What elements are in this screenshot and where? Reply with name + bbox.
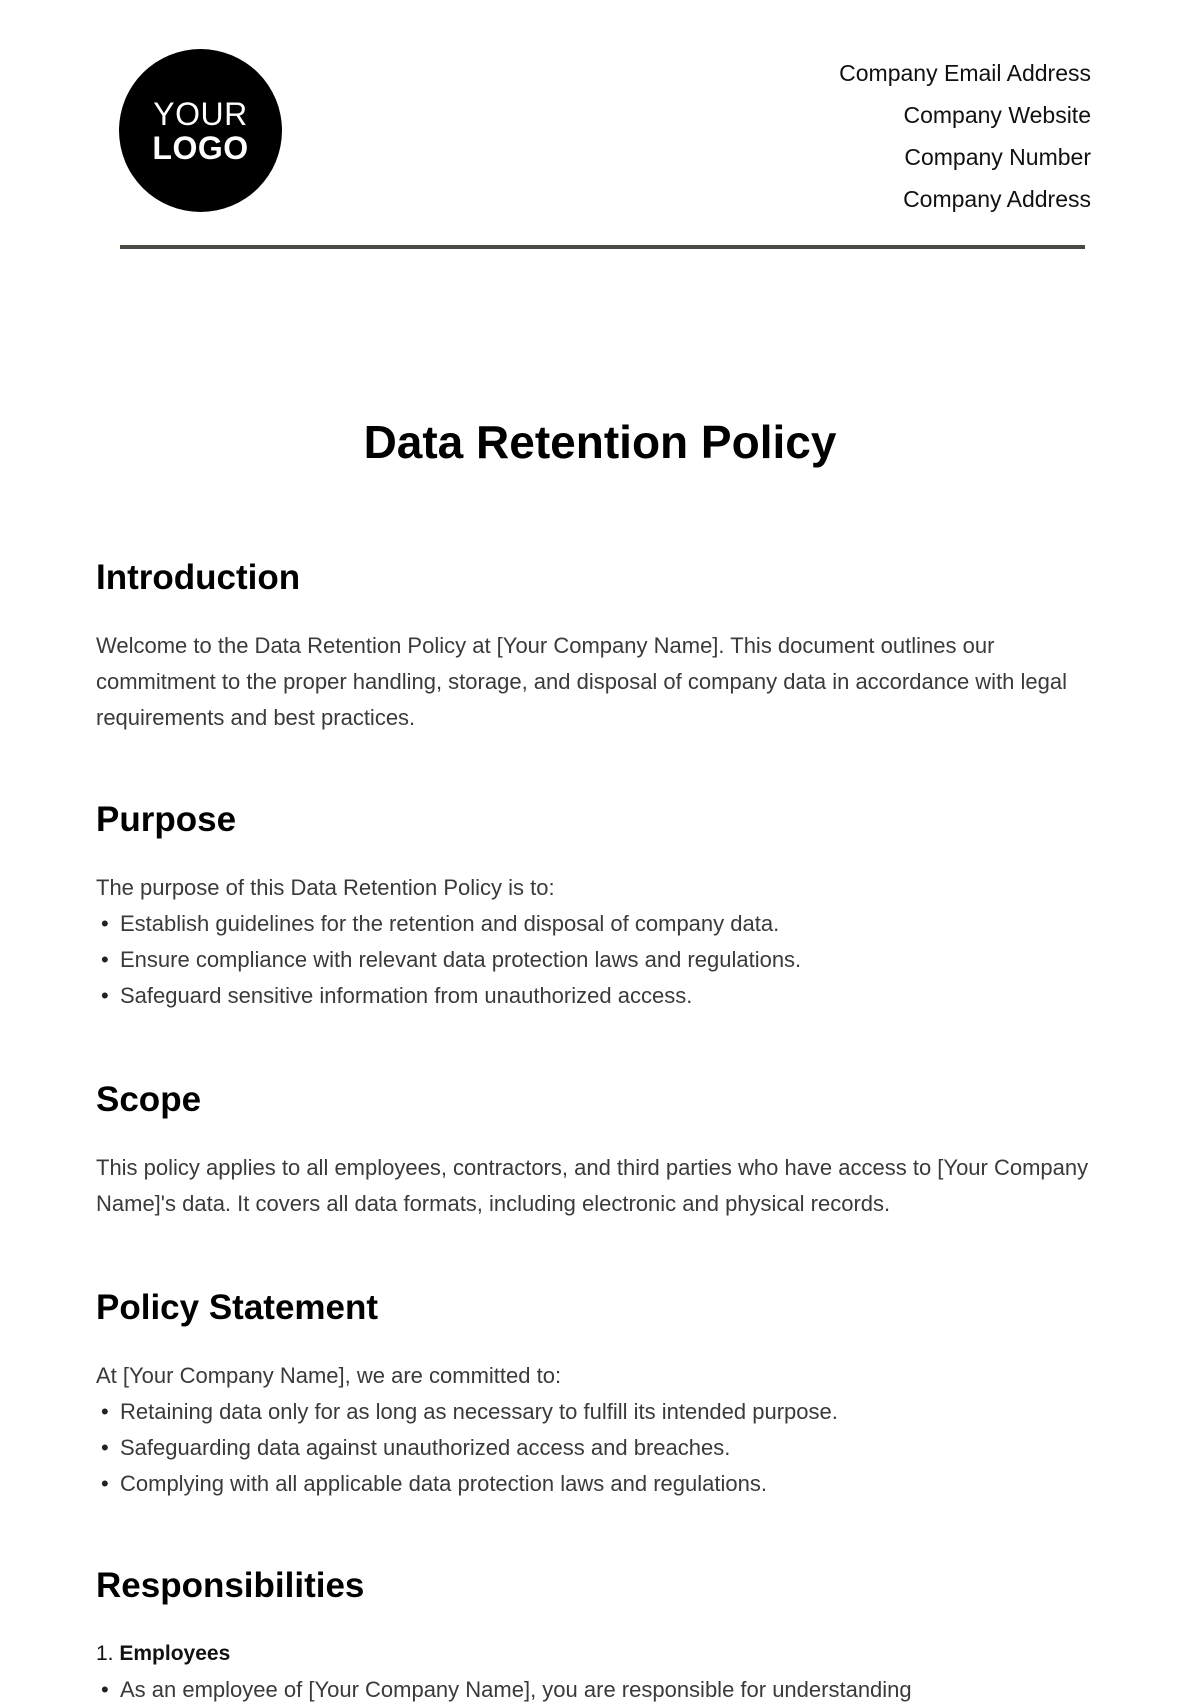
company-address: Company Address — [903, 186, 1091, 212]
company-logo — [119, 49, 282, 212]
section-introduction — [96, 552, 1106, 736]
list-item: • Complying with all applicable data protection laws and regulations. — [96, 1466, 1106, 1502]
document-body — [96, 552, 1106, 1708]
bullet-list — [96, 1672, 1106, 1708]
logo-text-line1: YOUR — [153, 95, 248, 132]
section-heading: Purpose — [96, 800, 237, 839]
section-purpose — [96, 794, 1106, 1014]
section-heading: Policy Statement — [96, 1288, 379, 1327]
numbered-item — [96, 1636, 1106, 1672]
section-lead: At [Your Company Name], we are committed to: — [96, 1363, 562, 1388]
item-label: Employees — [119, 1642, 231, 1665]
bullet-list — [96, 1394, 1106, 1502]
logo-text-line2: LOGO — [152, 129, 249, 166]
section-paragraph: This policy applies to all employees, contractors, and third parties who have access to [Your Company Name]'s data. It covers all data formats, including electronic and physical records. — [96, 1155, 1089, 1216]
section-scope — [96, 1074, 1106, 1222]
section-lead: The purpose of this Data Retention Policy is to: — [96, 875, 555, 900]
list-item: • Establish guidelines for the retention and disposal of company data. — [96, 906, 1106, 942]
list-item: • Safeguard sensitive information from unauthorized access. — [96, 978, 1106, 1014]
bullet-list — [96, 906, 1106, 1014]
company-number: Company Number — [904, 144, 1091, 170]
item-number: 1. — [96, 1642, 114, 1665]
list-item: • Safeguarding data against unauthorized access and breaches. — [96, 1430, 1106, 1466]
company-info — [839, 52, 1091, 220]
document-title: Data Retention Policy — [363, 416, 837, 468]
section-policy-statement — [96, 1282, 1106, 1502]
section-heading: Scope — [96, 1080, 202, 1119]
list-item: • As an employee of [Your Company Name], you are responsible for understanding — [96, 1672, 1106, 1708]
list-item: • Ensure compliance with relevant data protection laws and regulations. — [96, 942, 1106, 978]
company-email: Company Email Address — [839, 60, 1091, 86]
section-responsibilities — [96, 1560, 1106, 1708]
header-divider — [120, 245, 1085, 249]
section-heading: Introduction — [96, 558, 301, 597]
list-item: • Retaining data only for as long as necessary to fulfill its intended purpose. — [96, 1394, 1106, 1430]
company-website: Company Website — [903, 102, 1091, 128]
section-paragraph: Welcome to the Data Retention Policy at [Your Company Name]. This document outlines our commitment to the proper handling, storage, and disposal of company data in accordance with legal requirements and best practices. — [96, 633, 1068, 730]
section-heading: Responsibilities — [96, 1566, 365, 1605]
